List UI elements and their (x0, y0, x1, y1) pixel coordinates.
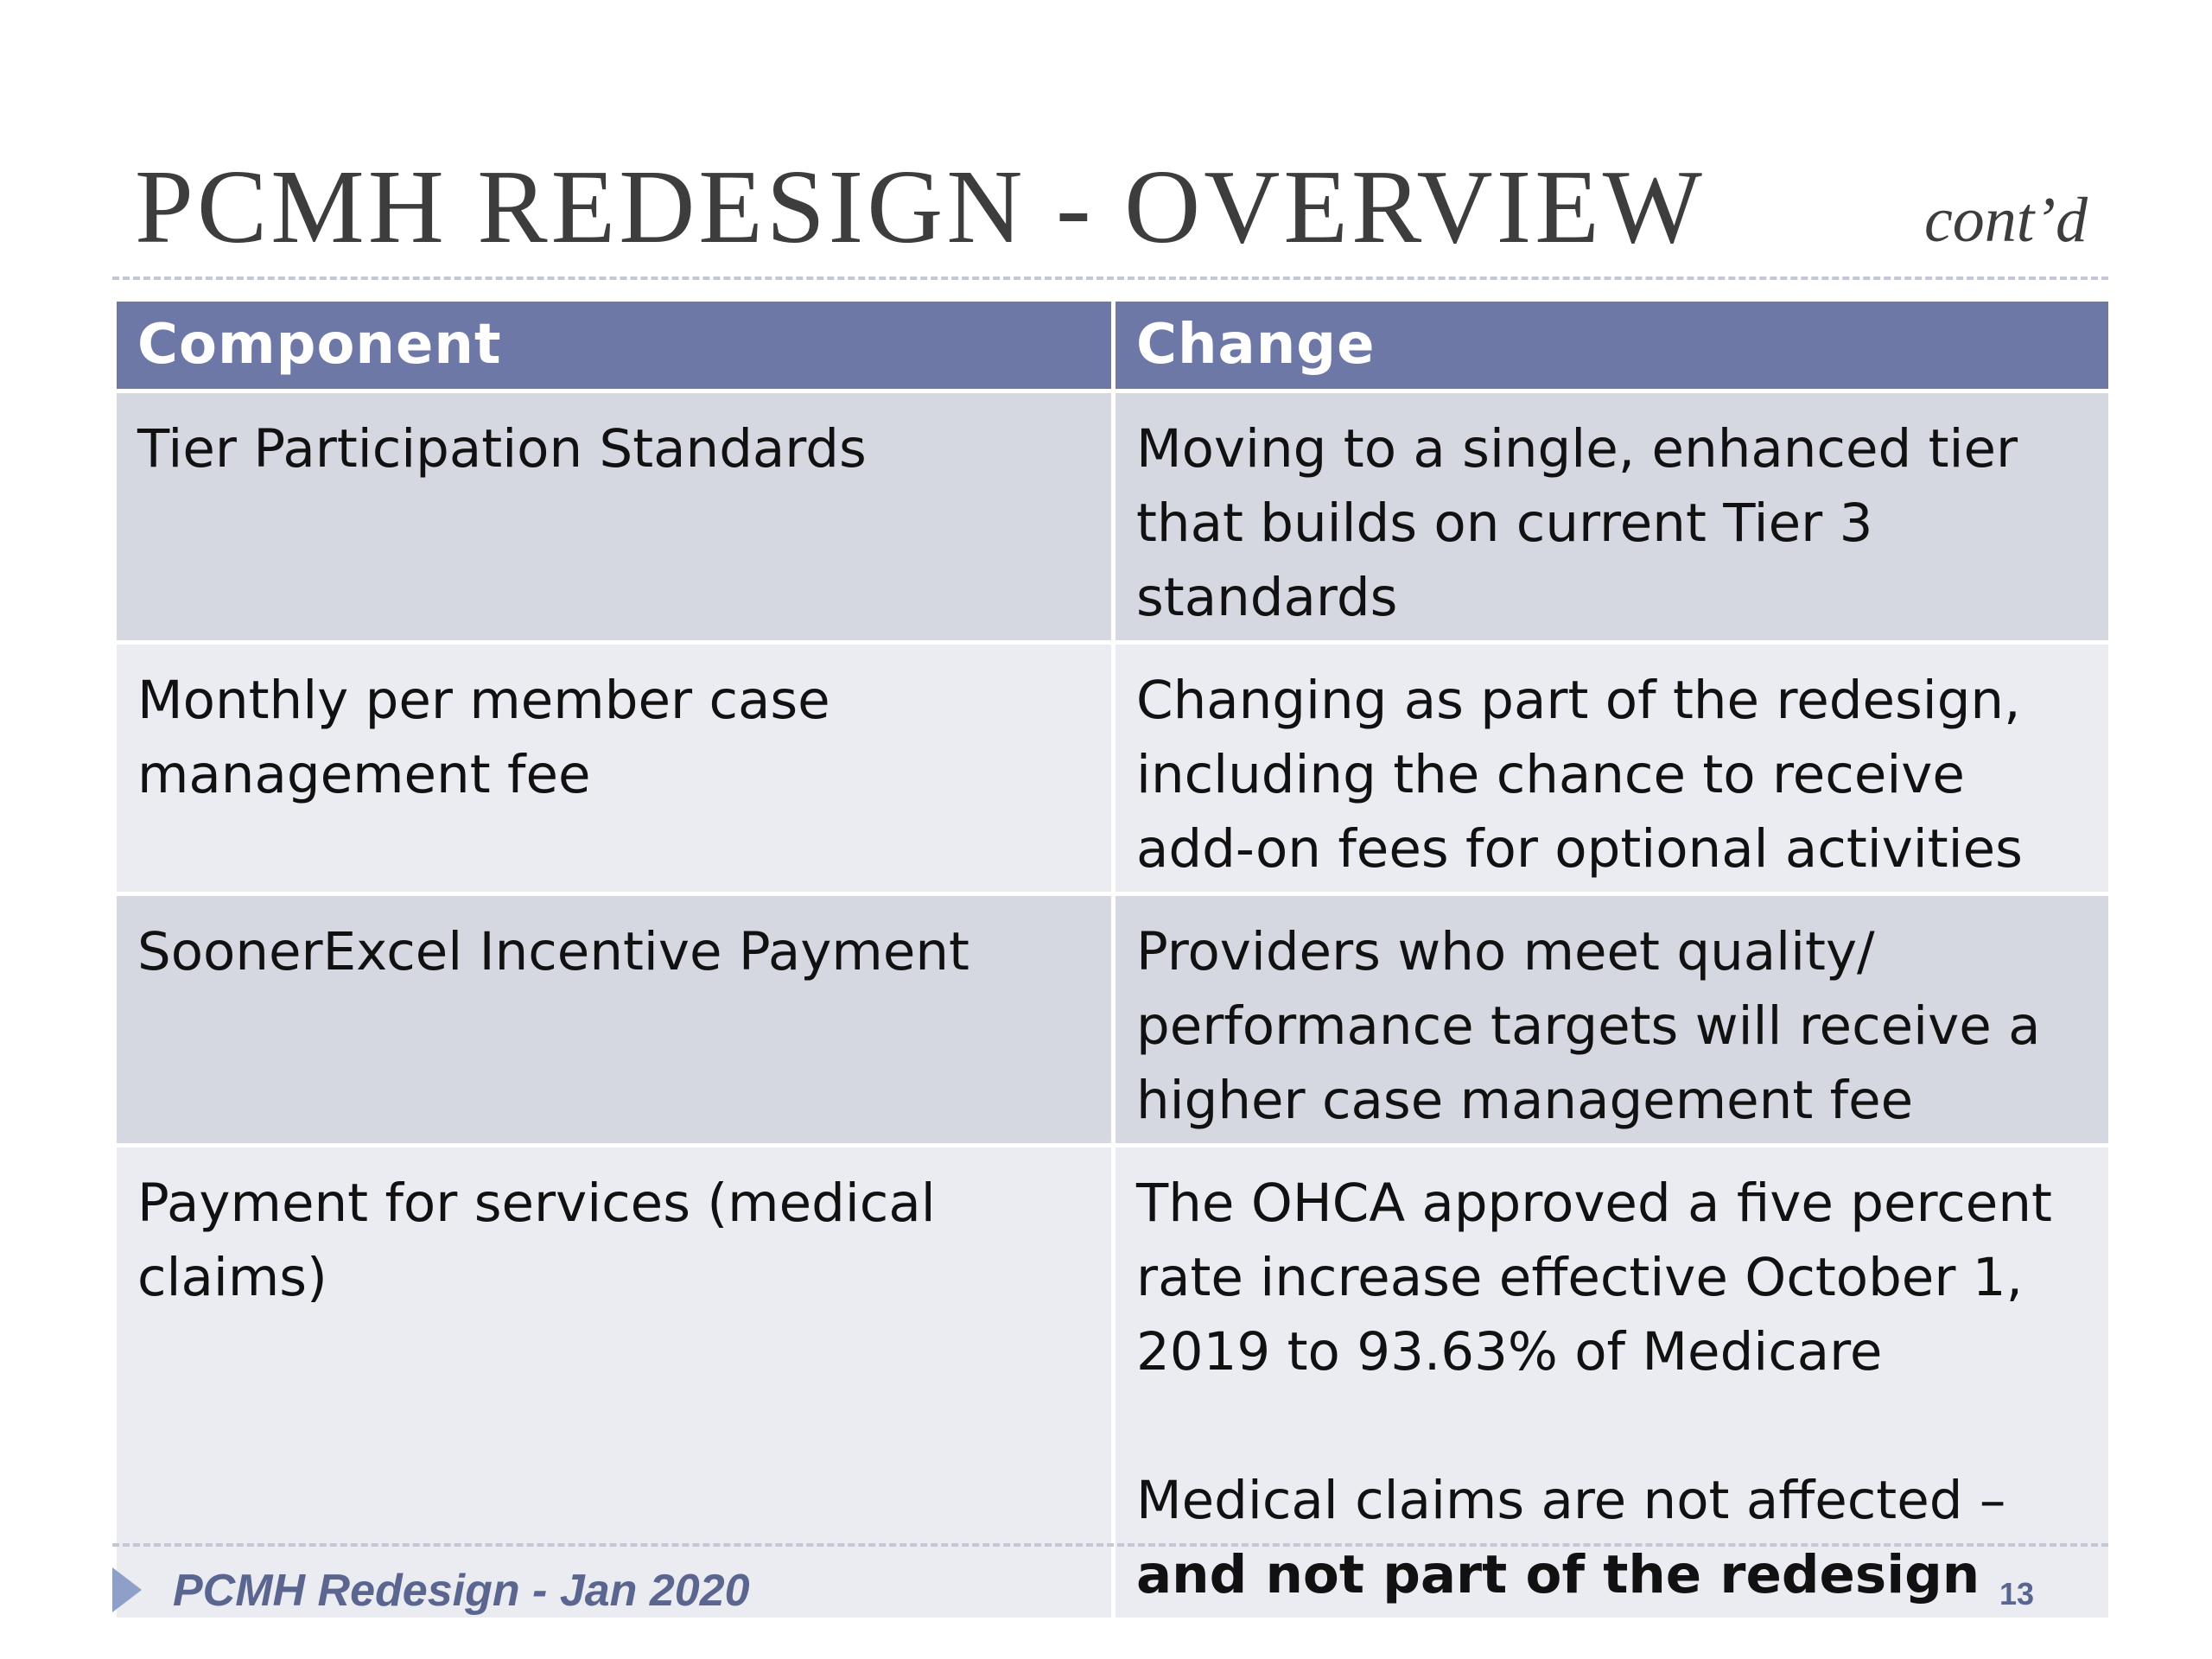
triangle-right-icon (112, 1567, 142, 1612)
component-cell: SoonerExcel Incentive Payment (115, 894, 1114, 1146)
top-divider (112, 276, 2108, 280)
table-row (115, 894, 2111, 1146)
slide-title: PCMH REDESIGN - OVERVIEW (135, 149, 1706, 265)
header-component: Component (115, 300, 1114, 391)
change-cell: Providers who meet quality/ performance targets will receive a higher case management fee (1114, 894, 2111, 1146)
footer-text: PCMH Redesign - Jan 2020 (173, 1566, 750, 1616)
change-note (1136, 1464, 2088, 1612)
component-cell: Payment for services (medical claims) (115, 1146, 1114, 1620)
change-cell: Moving to a single, enhanced tier that builds on current Tier 3 standards (1114, 391, 2111, 643)
slide-subtitle: cont’d (1923, 185, 2088, 256)
table-row (115, 1146, 2111, 1620)
component-cell: Tier Participation Standards (115, 391, 1114, 643)
table-row (115, 643, 2111, 894)
header-change: Change (1114, 300, 2111, 391)
bottom-divider (112, 1543, 2108, 1547)
change-text: The OHCA approved a five percent rate increase effective October 1, 2019 to 93.63% of Medicare (1136, 1173, 2052, 1382)
change-cell (1114, 1146, 2111, 1620)
page-number: 13 (1999, 1576, 2034, 1611)
component-cell: Monthly per member case management fee (115, 643, 1114, 894)
change-cell: Changing as part of the redesign, including the chance to receive add-on fees for optional activities (1114, 643, 2111, 894)
change-note-bold: and not part of the redesign (1136, 1544, 1980, 1605)
paragraph-gap (1136, 1389, 2088, 1464)
table-header-row (115, 300, 2111, 391)
overview-table (112, 297, 2113, 1622)
change-note-plain: Medical claims are not affected – (1136, 1470, 2006, 1531)
table-row (115, 391, 2111, 643)
title-row (135, 138, 2088, 276)
